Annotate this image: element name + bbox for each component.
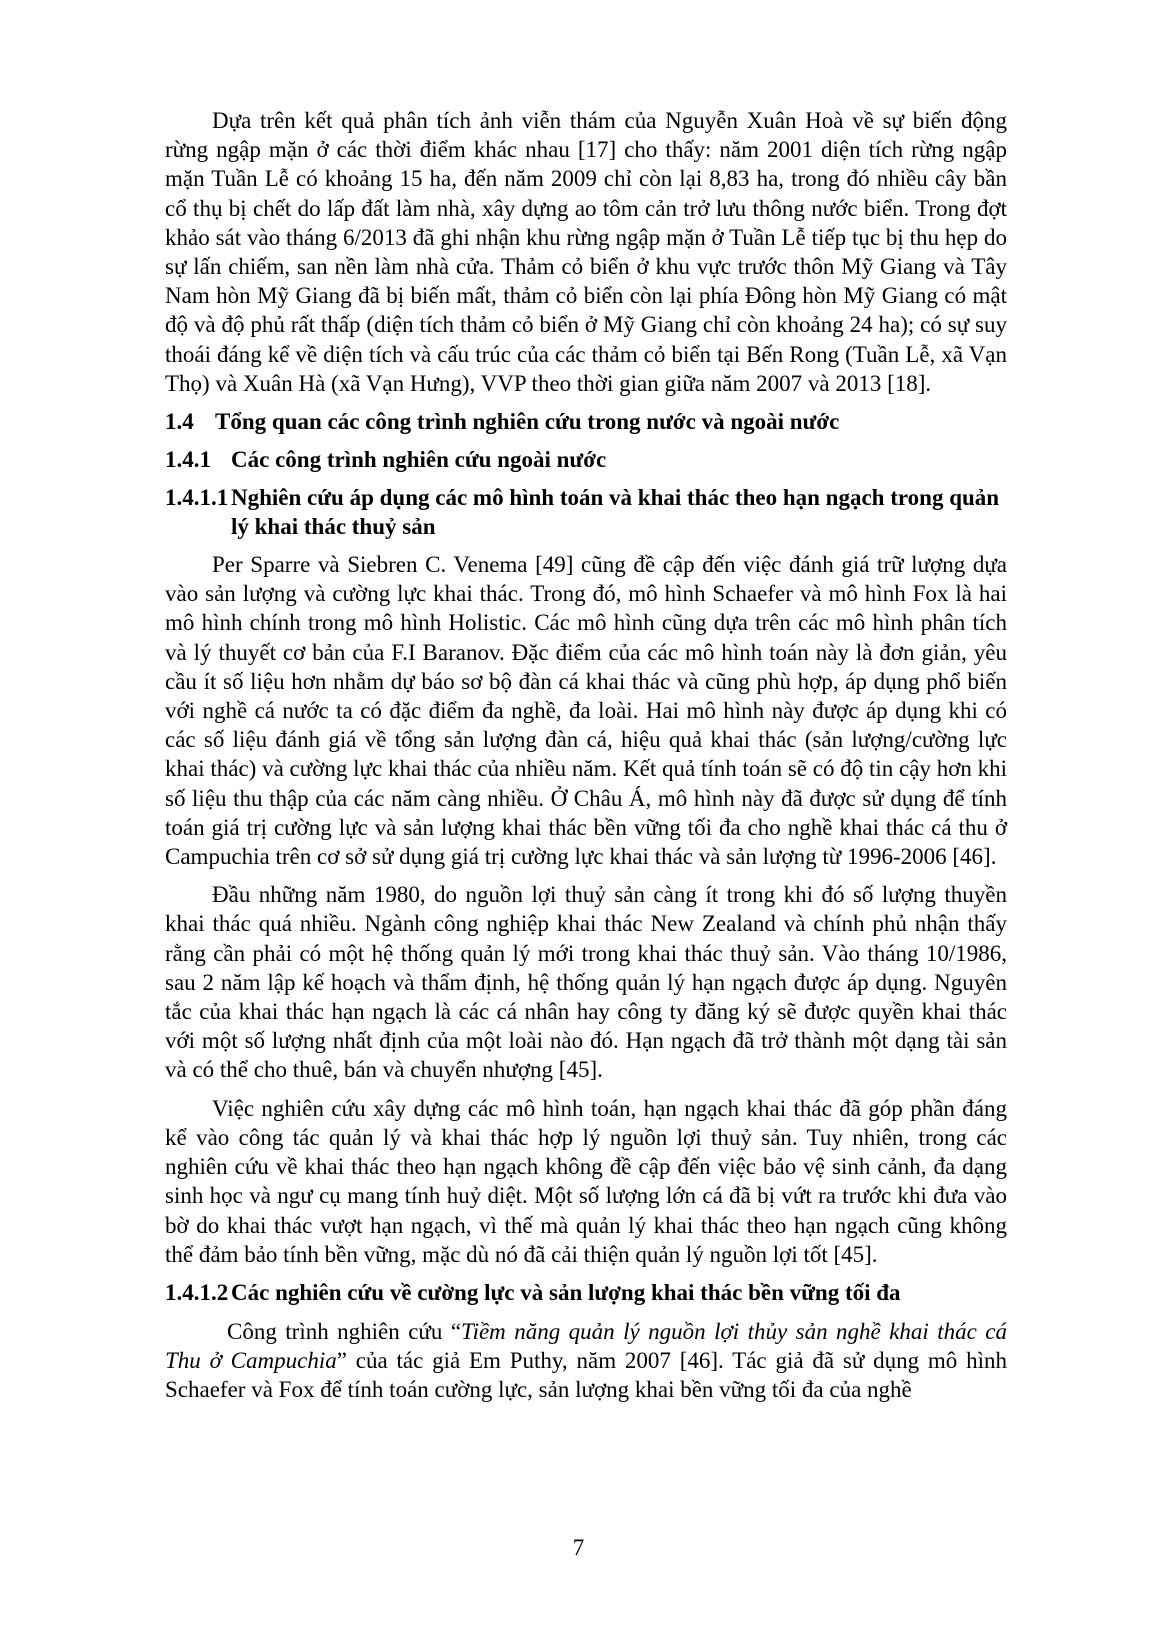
heading-text: Nghiên cứu áp dụng các mô hình toán và khai thác theo hạn ngạch trong quản lý khai thác thuỷ sản: [231, 485, 1000, 540]
paragraph-mangrove-seagrass: Dựa trên kết quả phân tích ảnh viễn thám của Nguyễn Xuân Hoà về sự biến động rừng ngập mặn ở các thời điểm khác nhau [17] cho thấy: năm 2001 diện tích rừng ngập mặn Tuần Lễ có khoảng 15 ha, đến năm 2009 chỉ còn lại 8,83 ha, trong đó nhiều cây bần cổ thụ bị chết do lấp đất làm nhà, xây dựng ao tôm cản trở lưu thông nước biển. Trong đợt khảo sát vào tháng 6/2013 đã ghi nhận khu rừng ngập mặn ở Tuần Lễ tiếp tục bị thu hẹp do sự lấn chiếm, san nền làm nhà cửa. Thảm cỏ biển ở khu vực trước thôn Mỹ Giang và Tây Nam hòn Mỹ Giang đã bị biến mất, thảm cỏ biển còn lại phía Đông hòn Mỹ Giang có mật độ và độ phủ rất thấp (diện tích thảm cỏ biển ở Mỹ Giang chỉ còn khoảng 24 ha); có sự suy thoái đáng kể về diện tích và cấu trúc của các thảm cỏ biển tại Bến Rong (Tuần Lễ, xã Vạn Thọ) và Xuân Hà (xã Vạn Hưng), VVP theo thời gian giữa năm 2007 và 2013 [18].: [165, 108, 1007, 396]
heading-number: 1.4.1.2: [165, 1279, 229, 1305]
heading-text: Các công trình nghiên cứu ngoài nước: [231, 447, 607, 473]
heading-number: 1.4: [165, 409, 194, 435]
heading-text: Tổng quan các công trình nghiên cứu trong nước và ngoài nước: [215, 409, 840, 435]
heading-section-1-4: [165, 407, 1007, 436]
citation-continuation-text: ” của tác giả Em Puthy, năm 2007 [46]. Tác giả đã sử dụng mô hình Schaefer và Fox để tính toán cường lực, sản lượng khai bền vững tối đa của nghề: [165, 1348, 1007, 1403]
paragraph-quota-limitations: Việc nghiên cứu xây dựng các mô hình toán, hạn ngạch khai thác đã góp phần đáng kể vào công tác quản lý và khai thác hợp lý nguồn lợi thuỷ sản. Tuy nhiên, trong các nghiên cứu về khai thác theo hạn ngạch không đề cập đến việc bảo vệ sinh cảnh, đa dạng sinh học và ngư cụ mang tính huỷ diệt. Một số lượng lớn cá đã bị vứt ra trước khi đưa vào bờ do khai thác vượt hạn ngạch, vì thế mà quản lý khai thác theo hạn ngạch cũng không thể đảm bảo tính bền vững, mặc dù nó đã cải thiện quản lý nguồn lợi tốt [45].: [165, 1095, 1007, 1267]
heading-section-1-4-1: [165, 445, 1007, 474]
heading-text: Các nghiên cứu về cường lực và sản lượng khai thác bền vững tối đa: [231, 1279, 901, 1305]
page-content: [165, 106, 1007, 1414]
citation-intro-text: Công trình nghiên cứu “: [227, 1318, 462, 1344]
page-number: 7: [572, 1535, 585, 1560]
paragraph-new-zealand-quota: Đầu những năm 1980, do nguồn lợi thuỷ sản càng ít trong khi đó số lượng thuyền khai thác quá nhiều. Ngành công nghiệp khai thác New Zealand và chính phủ nhận thấy rằng cần phải có một hệ thống quản lý mới trong khai thác thuỷ sản. Vào tháng 10/1986, sau 2 năm lập kế hoạch và thẩm định, hệ thống quản lý hạn ngạch được áp dụng. Nguyên tắc của khai thác hạn ngạch là các cá nhân hay công ty đăng ký sẽ được quyền khai thác với một số lượng nhất định của một loài nào đó. Hạn ngạch đã trở thành một dạng tài sản và có thể cho thuê, bán và chuyển nhượng [45].: [165, 882, 1007, 1083]
paragraph-sparre-venema: Per Sparre và Siebren C. Venema [49] cũng đề cập đến việc đánh giá trữ lượng dựa vào sản lượng và cường lực khai thác. Trong đó, mô hình Schaefer và mô hình Fox là hai mô hình chính trong mô hình Holistic. Các mô hình cũng dựa trên các mô hình phân tích và lý thuyết cơ bản của F.I Baranov. Đặc điểm của các mô hình toán này là đơn giản, yêu cầu ít số liệu hơn nhằm dự báo sơ bộ đàn cá khai thác và cũng phù hợp, áp dụng phổ biến với nghề cá nước ta có đặc điểm đa nghề, đa loài. Hai mô hình này được áp dụng khi có các số liệu đánh giá về tổng sản lượng đàn cá, hiệu quả khai thác (sản lượng/cường lực khai thác) và cường lực khai thác của nhiều năm. Kết quả tính toán sẽ có độ tin cậy hơn khi số liệu thu thập của các năm càng nhiều. Ở Châu Á, mô hình này đã được sử dụng để tính toán giá trị cường lực và sản lượng khai thác bền vững tối đa cho nghề khai thác cá thu ở Campuchia trên cơ sở sử dụng giá trị cường lực khai thác và sản lượng từ 1996-2006 [46].: [165, 552, 1007, 870]
heading-number: 1.4.1: [165, 447, 211, 473]
cited-work-title: Tiềm năng quản lý nguồn lợi thủy sản nghề khai thác cá Thu ở Campuchia: [165, 1318, 1007, 1374]
heading-section-1-4-1-2: [165, 1278, 1007, 1307]
heading-number: 1.4.1.1: [165, 485, 229, 511]
paragraph-em-puthy: [165, 1317, 1007, 1405]
heading-section-1-4-1-1: [165, 483, 1007, 541]
